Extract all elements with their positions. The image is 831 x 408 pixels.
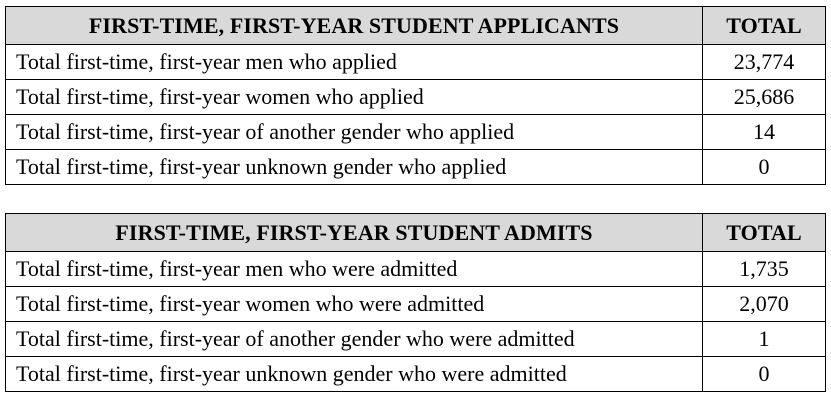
applicants-table: [5, 6, 826, 185]
column-header-total: TOTAL: [703, 7, 826, 45]
row-value: 1: [703, 322, 826, 357]
row-label: Total first-time, first-year unknown gender who applied: [6, 150, 703, 185]
table-row: [6, 115, 826, 150]
row-value: 1,735: [703, 252, 826, 287]
row-value: 0: [703, 357, 826, 392]
row-label: Total first-time, first-year of another gender who were admitted: [6, 322, 703, 357]
row-value: 25,686: [703, 80, 826, 115]
row-label: Total first-time, first-year unknown gender who were admitted: [6, 357, 703, 392]
table-row: [6, 322, 826, 357]
row-label: Total first-time, first-year men who applied: [6, 45, 703, 80]
table-header-row: [6, 214, 826, 252]
row-value: 23,774: [703, 45, 826, 80]
column-header-total: TOTAL: [703, 214, 826, 252]
column-header-label: FIRST-TIME, FIRST-YEAR STUDENT ADMITS: [6, 214, 703, 252]
column-header-label: FIRST-TIME, FIRST-YEAR STUDENT APPLICANTS: [6, 7, 703, 45]
row-value: 0: [703, 150, 826, 185]
admits-table: [5, 213, 826, 392]
row-label: Total first-time, first-year women who were admitted: [6, 287, 703, 322]
row-label: Total first-time, first-year of another gender who applied: [6, 115, 703, 150]
table-header-row: [6, 7, 826, 45]
table-row: [6, 45, 826, 80]
table-row: [6, 287, 826, 322]
row-label: Total first-time, first-year men who were admitted: [6, 252, 703, 287]
table-row: [6, 252, 826, 287]
row-value: 2,070: [703, 287, 826, 322]
table-row: [6, 80, 826, 115]
table-row: [6, 150, 826, 185]
row-value: 14: [703, 115, 826, 150]
row-label: Total first-time, first-year women who applied: [6, 80, 703, 115]
table-row: [6, 357, 826, 392]
